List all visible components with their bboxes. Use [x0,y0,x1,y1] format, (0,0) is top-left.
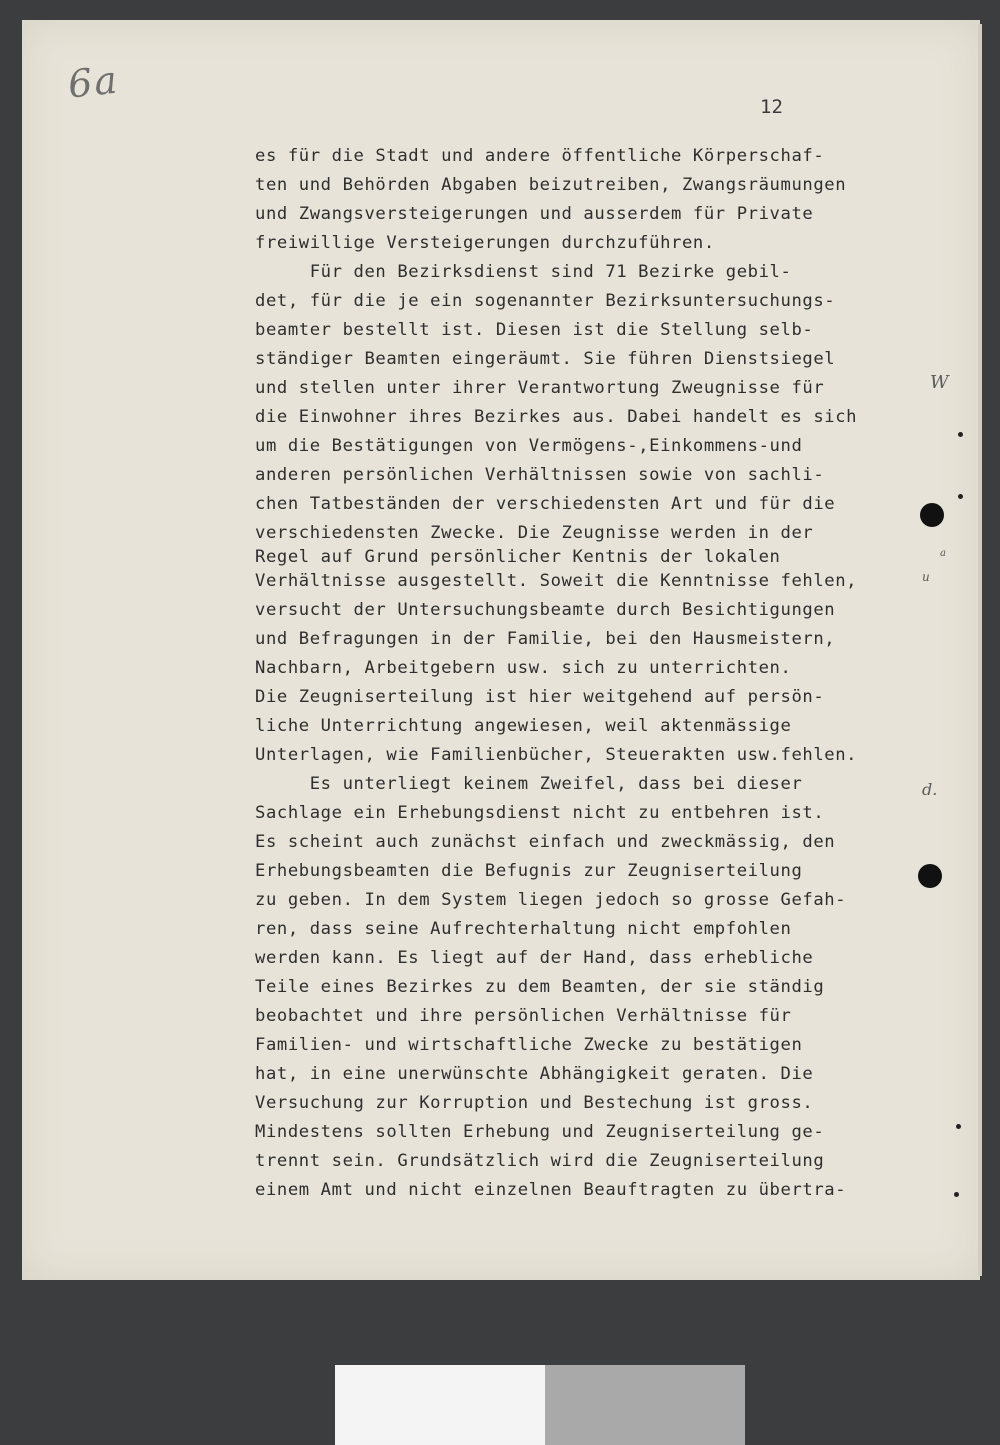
margin-note: d. [922,780,938,799]
text-line: zu geben. In dem System liegen jedoch so grosse Gefah- [255,890,847,910]
text-line: Für den Bezirksdienst sind 71 Bezirke gebil- [255,262,792,282]
text-line: Es unterliegt keinem Zweifel, dass bei dieser [255,774,803,794]
text-line: Sachlage ein Erhebungsdienst nicht zu entbehren ist. [255,803,825,823]
text-line: ten und Behörden Abgaben beizutreiben, Zwangsräumungen [255,175,847,195]
text-line: Versuchung zur Korruption und Bestechung ist gross. [255,1093,814,1113]
paragraph [255,258,915,548]
text-line: Familien- und wirtschaftliche Zwecke zu bestätigen [255,1035,803,1055]
page-number: 12 [760,96,783,118]
paragraph [255,548,915,770]
color-calibration-white [335,1365,545,1445]
ink-dot [958,494,963,499]
text-line: chen Tatbeständen der verschiedensten Art und für die [255,494,836,514]
text-line: hat, in eine unerwünschte Abhängigkeit geraten. Die [255,1064,814,1084]
text-line: Die Zeugniserteilung ist hier weitgehend auf persön- [255,687,825,707]
text-line: Unterlagen, wie Familienbücher, Steuerakten usw.fehlen. [255,745,858,765]
handwritten-folio-mark: 6a [65,57,122,107]
text-line: det, für die je ein sogenannter Bezirksuntersuchungs- [255,291,836,311]
text-line: ständiger Beamten eingeräumt. Sie führen Dienstsiegel [255,349,836,369]
paragraph [255,142,915,258]
text-line: versucht der Untersuchungsbeamte durch Besichtigungen [255,600,836,620]
ink-dot [954,1192,959,1197]
text-line: Teile eines Bezirkes zu dem Beamten, der sie ständig [255,977,825,997]
text-line: anderen persönlichen Verhältnissen sowie von sachli- [255,465,825,485]
text-line: Verhältnisse ausgestellt. Soweit die Kenntnisse fehlen, [255,571,858,591]
text-line: es für die Stadt und andere öffentliche Körperschaf- [255,146,825,166]
typewritten-body [255,142,915,1205]
margin-note: u [922,570,930,584]
text-line: beamter bestellt ist. Diesen ist die Stellung selb- [255,320,814,340]
text-line: verschiedensten Zwecke. Die Zeugnisse werden in der [255,523,814,543]
margin-note: W [930,372,949,393]
text-line: liche Unterrichtung angewiesen, weil aktenmässige [255,716,792,736]
text-line: Erhebungsbeamten die Befugnis zur Zeugniserteilung [255,861,803,881]
color-calibration-gray [545,1365,745,1445]
text-line: Mindestens sollten Erhebung und Zeugniserteilung ge- [255,1122,825,1142]
paper-edge [978,24,982,1276]
margin-note: a [940,548,946,559]
text-line: und stellen unter ihrer Verantwortung Zweugnisse für [255,378,825,398]
text-line: um die Bestätigungen von Vermögens-,Einkommens-und [255,436,803,456]
text-line: Regel auf Grund persönlicher Kentnis der lokalen [255,547,781,567]
punch-hole [920,503,944,527]
text-line: trennt sein. Grundsätzlich wird die Zeugniserteilung [255,1151,825,1171]
text-line: freiwillige Versteigerungen durchzuführen. [255,233,715,253]
text-line: Nachbarn, Arbeitgebern usw. sich zu unterrichten. [255,658,792,678]
text-line: werden kann. Es liegt auf der Hand, dass erhebliche [255,948,814,968]
ink-dot [956,1124,961,1129]
text-line: und Zwangsversteigerungen und ausserdem für Private [255,204,814,224]
text-line: Es scheint auch zunächst einfach und zweckmässig, den [255,832,836,852]
ink-dot [958,432,963,437]
text-line: einem Amt und nicht einzelnen Beauftragten zu übertra- [255,1180,847,1200]
text-line: beobachtet und ihre persönlichen Verhältnisse für [255,1006,792,1026]
text-line: und Befragungen in der Familie, bei den Hausmeistern, [255,629,836,649]
text-line: ren, dass seine Aufrechterhaltung nicht empfohlen [255,919,792,939]
punch-hole [918,864,942,888]
paragraph [255,770,915,1205]
text-line: die Einwohner ihres Bezirkes aus. Dabei handelt es sich [255,407,858,427]
